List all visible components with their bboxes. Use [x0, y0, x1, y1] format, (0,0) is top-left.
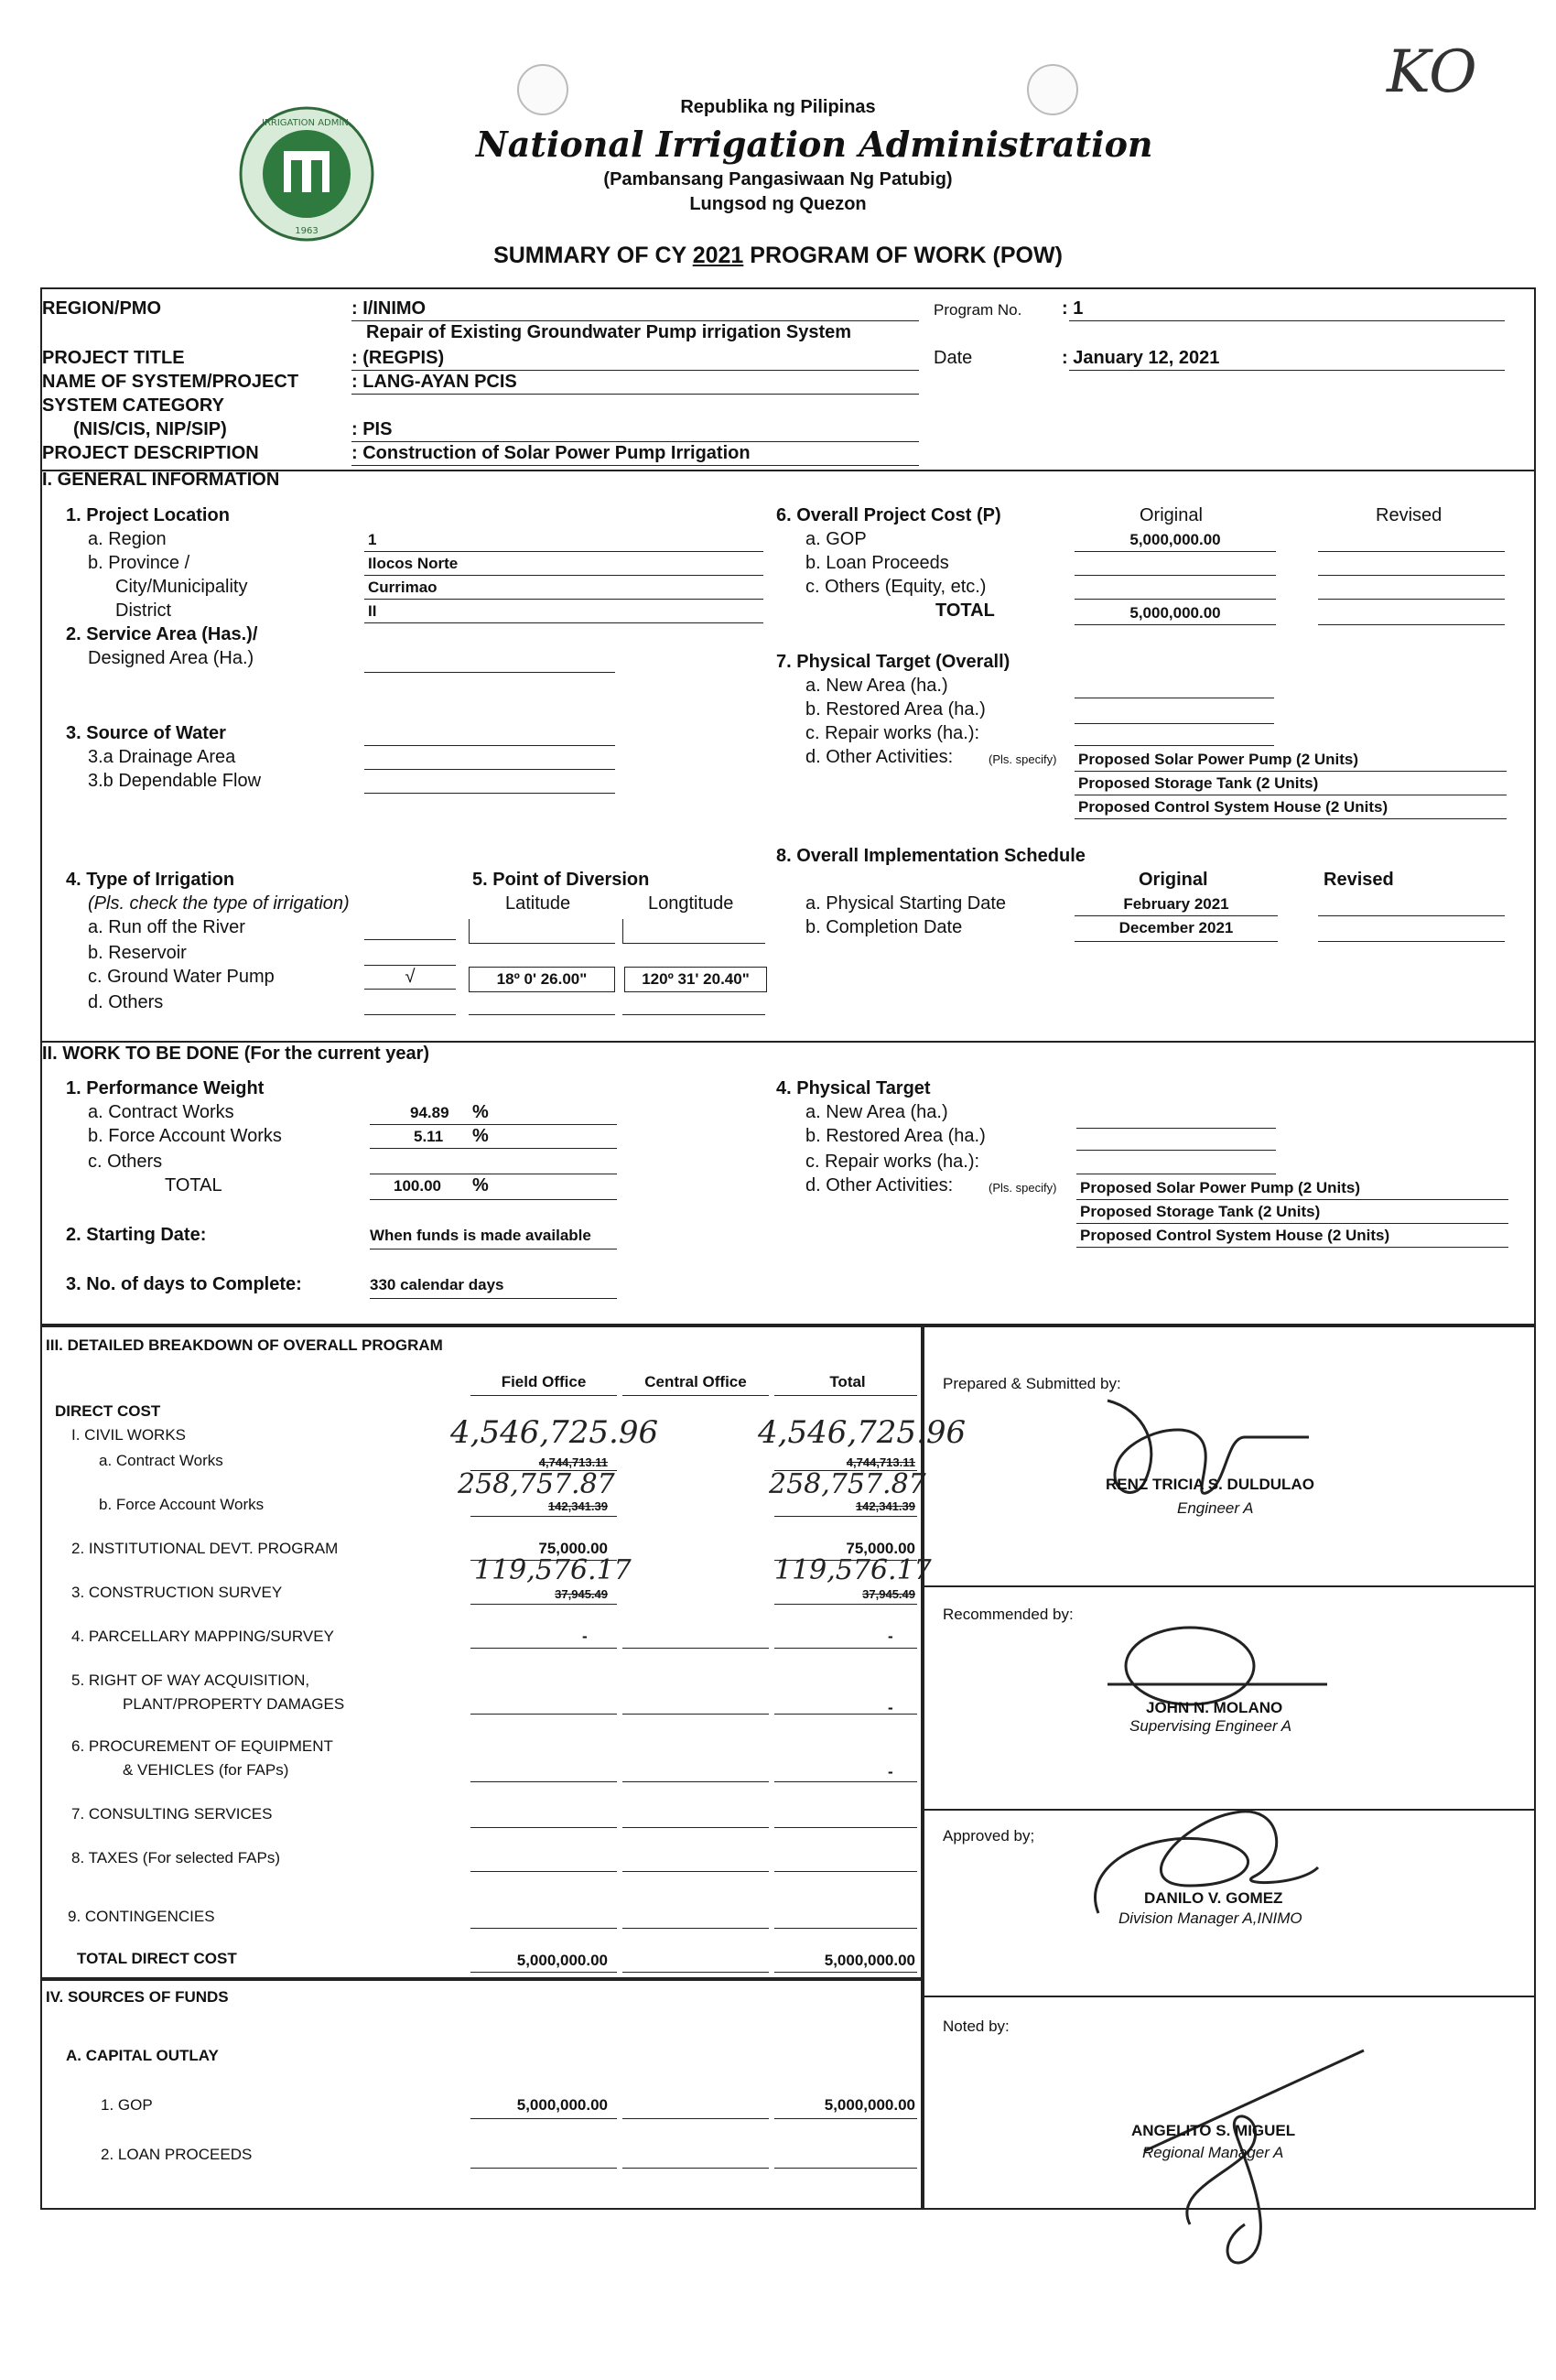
survey-field-old: 37,945.49 — [555, 1587, 608, 1601]
label: 1. GOP — [101, 2096, 153, 2114]
label: (Pls. specify) — [989, 1181, 1057, 1195]
label: TOTAL — [165, 1175, 222, 1195]
label: 4. Physical Target — [776, 1078, 931, 1098]
completion-value: December 2021 — [1118, 919, 1234, 936]
label: 4. Type of Irrigation — [66, 870, 235, 890]
approved-name: DANILO V. GOMEZ — [1144, 1889, 1283, 1907]
svg-text:1963: 1963 — [295, 226, 319, 236]
label: b. Force Account Works — [99, 1496, 265, 1513]
prepared-title: Engineer A — [1177, 1499, 1254, 1517]
force-total-handwritten: 258,757.87 — [769, 1468, 926, 1500]
label: District — [115, 600, 172, 621]
label: Designed Area (Ha.) — [88, 648, 254, 668]
label: - — [888, 1699, 893, 1716]
label: (Pls. check the type of irrigation) — [88, 893, 350, 914]
survey-total-handwritten: 119,576.17 — [774, 1554, 932, 1586]
label: 2. INSTITUTIONAL DEVT. PROGRAM — [71, 1540, 339, 1557]
label: 3.a Drainage Area — [88, 747, 236, 767]
funds-gop-total: 5,000,000.00 — [824, 2096, 915, 2114]
label: 2. LOAN PROCEEDS — [101, 2146, 253, 2163]
overall-activity-3: Proposed Control System House (2 Units) — [1078, 798, 1389, 816]
label: 3. CONSTRUCTION SURVEY — [71, 1584, 283, 1601]
location-region-value: 1 — [368, 531, 377, 548]
contract-field-handwritten: 4,546,725.96 — [450, 1414, 659, 1451]
noted-title: Regional Manager A — [1142, 2144, 1284, 2161]
label: Latitude — [505, 893, 571, 914]
section-heading-breakdown: III. DETAILED BREAKDOWN OF OVERALL PROGRAM — [46, 1336, 443, 1354]
program-no-label: Program No. — [934, 301, 1022, 319]
contract-total-old: 4,744,713.11 — [846, 1455, 915, 1469]
label: c. Others (Equity, etc.) — [805, 577, 987, 597]
district-value: II — [368, 602, 377, 620]
col-total: Total — [829, 1373, 866, 1390]
project-title-label: PROJECT TITLE — [42, 348, 185, 368]
label: DIRECT COST — [55, 1402, 161, 1420]
longitude-value: 120º 31' 20.40" — [624, 967, 767, 992]
survey-total-old: 37,945.49 — [862, 1587, 915, 1601]
label: 5. Point of Diversion — [472, 870, 650, 890]
republic-line: Republika ng Pilipinas — [680, 97, 876, 117]
overall-activity-1: Proposed Solar Power Pump (2 Units) — [1078, 751, 1359, 768]
label: b. Reservoir — [88, 943, 187, 963]
system-label: NAME OF SYSTEM/PROJECT — [42, 372, 299, 392]
punch-hole — [517, 64, 568, 115]
label: % — [472, 1126, 489, 1146]
recommended-title: Supervising Engineer A — [1129, 1717, 1292, 1735]
label: a. Contract Works — [99, 1452, 223, 1469]
project-location-heading: 1. Project Location — [66, 505, 230, 525]
work-activity-1: Proposed Solar Power Pump (2 Units) — [1080, 1179, 1361, 1196]
overall-total-value: 5,000,000.00 — [1129, 604, 1221, 622]
label: d. Others — [88, 992, 164, 1012]
label: a. New Area (ha.) — [805, 1102, 948, 1122]
region-value: : I/INIMO — [351, 298, 427, 319]
label: b. Restored Area (ha.) — [805, 699, 986, 719]
label: % — [472, 1175, 489, 1195]
label: c. Others — [88, 1152, 163, 1172]
contract-weight: 94.89 — [410, 1104, 449, 1121]
label: 6. PROCUREMENT OF EQUIPMENT — [71, 1737, 333, 1755]
label: City/Municipality — [115, 577, 248, 597]
corner-initials: KO — [1387, 38, 1477, 106]
punch-hole — [1027, 64, 1078, 115]
section-heading-funds: IV. SOURCES OF FUNDS — [46, 1988, 229, 2006]
label: PLANT/PROPERTY DAMAGES — [123, 1695, 345, 1713]
label: A. CAPITAL OUTLAY — [66, 2047, 219, 2064]
description-value: : Construction of Solar Power Pump Irrigation — [351, 443, 751, 463]
label: - — [888, 1763, 893, 1780]
category-sub: (NIS/CIS, NIP/SIP) — [73, 419, 227, 439]
program-no-value: 1 — [1073, 298, 1084, 319]
section-heading-work: II. WORK TO BE DONE (For the current year) — [42, 1044, 430, 1064]
form-title: SUMMARY OF CY 2021 PROGRAM OF WORK (POW) — [493, 243, 1063, 268]
label: Prepared & Submitted by: — [943, 1375, 1121, 1392]
label: d. Other Activities: — [805, 1175, 954, 1195]
label: Original — [1139, 870, 1208, 890]
label: 7. Physical Target (Overall) — [776, 652, 1010, 672]
label: 9. CONTINGENCIES — [68, 1908, 215, 1925]
category-label: SYSTEM CATEGORY — [42, 395, 224, 416]
institutional-field: 75,000.00 — [538, 1540, 608, 1557]
label: a. Region — [88, 529, 167, 549]
label: I. CIVIL WORKS — [71, 1426, 187, 1444]
label: b. Loan Proceeds — [805, 553, 949, 573]
label: % — [472, 1102, 489, 1122]
force-total-old: 142,341.39 — [855, 1499, 915, 1513]
label: a. GOP — [805, 529, 867, 549]
overall-gop-value: 5,000,000.00 — [1129, 531, 1221, 548]
label: 3.b Dependable Flow — [88, 771, 262, 791]
institutional-total: 75,000.00 — [846, 1540, 915, 1557]
label: (Pls. specify) — [989, 752, 1057, 766]
total-weight: 100.00 — [394, 1177, 441, 1195]
recommended-name: JOHN N. MOLANO — [1146, 1699, 1283, 1716]
noted-name: ANGELITO S. MIGUEL — [1131, 2122, 1296, 2139]
work-activity-3: Proposed Control System House (2 Units) — [1080, 1227, 1390, 1244]
agency-name: National Irrigation Administration — [476, 124, 1153, 165]
label: a. New Area (ha.) — [805, 676, 948, 696]
label: c. Ground Water Pump — [88, 967, 275, 987]
label: c. Repair works (ha.): — [805, 1152, 980, 1172]
contract-field-old: 4,744,713.11 — [538, 1455, 608, 1469]
days-to-complete-value: 330 calendar days — [370, 1276, 504, 1293]
label: Original — [1140, 505, 1203, 525]
label: b. Restored Area (ha.) — [805, 1126, 986, 1146]
overall-activity-2: Proposed Storage Tank (2 Units) — [1078, 774, 1319, 792]
force-weight: 5.11 — [414, 1128, 444, 1145]
label: 3. No. of days to Complete: — [66, 1274, 302, 1294]
label: Noted by: — [943, 2018, 1010, 2035]
category-value: : PIS — [351, 419, 393, 439]
total-direct-total: 5,000,000.00 — [824, 1952, 915, 1969]
label: TOTAL — [935, 600, 995, 621]
ground-water-pump-check: √ — [405, 967, 416, 987]
description-label: PROJECT DESCRIPTION — [42, 443, 259, 463]
prepared-name: RENZ TRICIA S. DULDULAO — [1106, 1476, 1314, 1493]
label: Recommended by: — [943, 1606, 1074, 1623]
date-value: January 12, 2021 — [1073, 348, 1220, 368]
label: Revised — [1324, 870, 1394, 890]
label: 7. CONSULTING SERVICES — [71, 1805, 273, 1823]
province-value: Ilocos Norte — [368, 555, 459, 572]
project-title-line2: : (REGPIS) — [351, 348, 445, 368]
label: d. Other Activities: — [805, 747, 954, 767]
label: Approved by; — [943, 1827, 1035, 1844]
col-central-office: Central Office — [644, 1373, 747, 1390]
funds-gop-field: 5,000,000.00 — [516, 2096, 608, 2114]
agency-local-name: (Pambansang Pangasiwaan Ng Patubig) — [603, 169, 953, 189]
label: b. Force Account Works — [88, 1126, 282, 1146]
label: & VEHICLES (for FAPs) — [123, 1761, 289, 1779]
city-value: Currimao — [368, 579, 438, 596]
label: 8. Overall Implementation Schedule — [776, 846, 1086, 866]
label: Revised — [1376, 505, 1443, 525]
label: - — [888, 1628, 893, 1645]
approved-title: Division Manager A,INIMO — [1118, 1909, 1302, 1927]
divider — [40, 1041, 1534, 1043]
label: 4. PARCELLARY MAPPING/SURVEY — [71, 1628, 334, 1645]
label: 2. Starting Date: — [66, 1225, 207, 1245]
region-label: REGION/PMO — [42, 298, 162, 319]
label: c. Repair works (ha.): — [805, 723, 980, 743]
label: Longtitude — [648, 893, 734, 914]
project-title-line1: Repair of Existing Groundwater Pump irrigation System — [366, 322, 852, 342]
section-heading-general: I. GENERAL INFORMATION — [42, 470, 280, 490]
label: 3. Source of Water — [66, 723, 226, 743]
funds-frame — [40, 1977, 923, 2210]
label: 8. TAXES (For selected FAPs) — [71, 1849, 281, 1866]
label: TOTAL DIRECT COST — [77, 1950, 237, 1967]
force-field-old: 142,341.39 — [547, 1499, 608, 1513]
label: 2. Service Area (Has.)/ — [66, 624, 258, 644]
latitude-value: 18º 0' 26.00" — [469, 967, 615, 992]
city-line: Lungsod ng Quezon — [689, 194, 867, 214]
nia-seal-logo — [238, 105, 375, 243]
svg-text:IRRIGATION ADMIN.: IRRIGATION ADMIN. — [262, 118, 351, 128]
contract-total-handwritten: 4,546,725.96 — [758, 1414, 967, 1451]
col-field-office: Field Office — [501, 1373, 587, 1390]
survey-field-handwritten: 119,576.17 — [474, 1554, 632, 1586]
date-label: Date — [934, 348, 973, 368]
label: - — [582, 1628, 588, 1645]
physical-start-value: February 2021 — [1123, 895, 1229, 913]
label: a. Run off the River — [88, 917, 245, 937]
label: a. Physical Starting Date — [805, 893, 1006, 914]
total-direct-field: 5,000,000.00 — [516, 1952, 608, 1969]
starting-date-value: When funds is made available — [370, 1227, 591, 1244]
label: b. Province / — [88, 553, 190, 573]
label: 1. Performance Weight — [66, 1078, 265, 1098]
label: 5. RIGHT OF WAY ACQUISITION, — [71, 1671, 310, 1689]
label: 6. Overall Project Cost (P) — [776, 505, 1001, 525]
label: a. Contract Works — [88, 1102, 234, 1122]
work-activity-2: Proposed Storage Tank (2 Units) — [1080, 1203, 1321, 1220]
system-value: : LANG-AYAN PCIS — [351, 372, 517, 392]
label: b. Completion Date — [805, 917, 963, 937]
force-field-handwritten: 258,757.87 — [458, 1468, 615, 1500]
